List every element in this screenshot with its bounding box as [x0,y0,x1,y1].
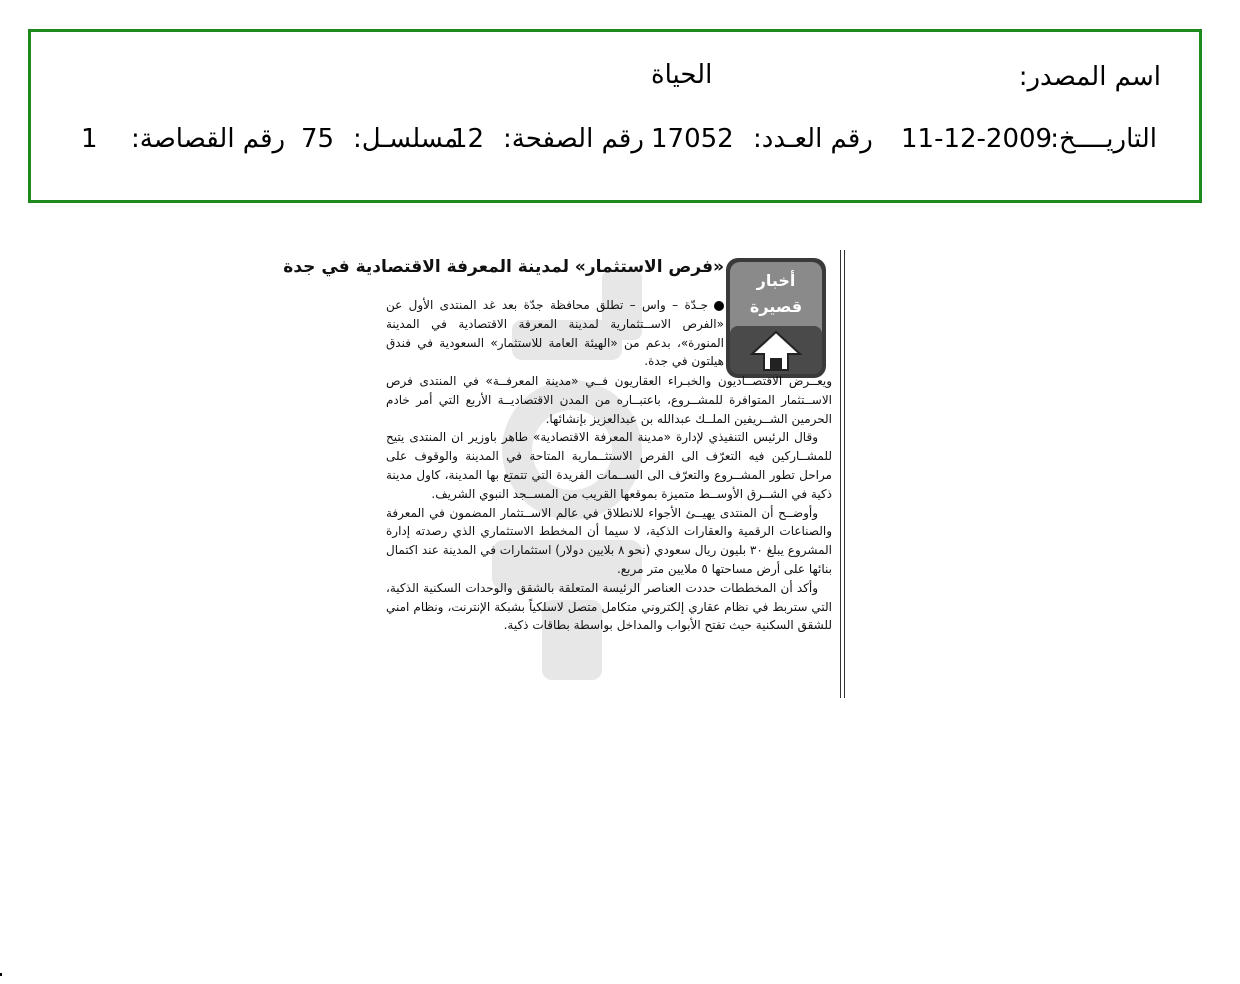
bullet-icon [714,301,724,311]
badge-line1: أخبار [756,271,796,290]
article-body [386,372,832,635]
date-label: التاريــــخ: [1050,124,1157,154]
metadata-box [28,29,1202,203]
date-value: 11-12-2009 [901,124,1053,154]
serial-value: 75 [301,124,335,154]
lead-text: جـدّة – واس – تطلق محافظة جدّة بعد غد المنتدى الأول عن «الفرص الاســتثمارية لمدينة المعرفة الاقتصادية في المدينة المنورة»، بدعم من «الهيئة العامة للاستثمار» السعودية في فندق هيلتون في جدة. [386,298,724,369]
column-rule [840,250,841,698]
issue-label: رقم العـدد: [753,124,873,154]
page-value: 12 [451,124,485,154]
serial-label: مسلسـل: [353,124,458,154]
source-value: الحياة [651,60,713,90]
page-label: رقم الصفحة: [503,124,644,154]
body-paragraph: وأكد أن المخططات حددت العناصر الرئيسة المتعلقة بالشقق والوحدات السكنية الذكية، التي ستربط في نظام عقاري إلكتروني متكامل متصل لاسلكياً بشبكة الإنترنت، ونظام امني للشقق السكنية حيث تفتح الأبواب والمداخل بواسطة بطاقات ذكية. [386,580,832,633]
short-news-badge [724,256,828,380]
badge-line2: قصيرة [749,297,803,316]
news-clipping [283,250,846,698]
badge-graphic [724,256,828,380]
body-paragraph: وأوضــح أن المنتدى يهيــئ الأجواء للانطلاق في عالم الاســتثمار المضمون في المعرفة والصناعات الرقمية والعقارات الذكية، لا سيما أن المخطط الاستثماري الذي رصدته إدارة المشروع يبلغ ٣٠ بليون ريال سعودي (نحو ٨ بلايين دولار) استثمارات في المدينة عند اكتمال بنائها على أرض مساحتها ٥ ملايين متر مربع. [386,505,832,576]
clip-label: رقم القصاصة: [131,124,286,154]
issue-value: 17052 [651,124,734,154]
body-paragraph: وقال الرئيس التنفيذي لإدارة «مدينة المعرفة الاقتصادية» طاهر باوزير ان المنتدى يتيح للمشــاركين فيه التعرّف الى الفرص الاستثــمارية المتاحة في المدينة والوقوف على مراحل تطور المشــروع والتعرّف الى الســمات الفريدة التي تتمتع بها المدينة، كاول مدينة ذكية في الشــرق الأوســط متميزة بموقعها القريب من المســجد النبوي الشريف. [386,430,832,501]
article-lead [386,296,724,371]
scan-mark [0,973,2,976]
source-label: اسم المصدر: [1018,62,1161,92]
clip-value: 1 [81,124,98,154]
body-paragraph: ويعــرض الاقتصــاديون والخبـراء العقاريون فــي «مدينة المعرفــة» في المنتدى فرص الاســتثمار المتوافرة للمشــروع، باعتبــاره من المدن الاقتصاديــة الأربع التي أمر خادم الحرمين الشــريفين الملــك عبدالله بن عبدالعزيز بإنشائها. [386,374,832,426]
column-rule [844,250,845,698]
article-headline: «فرص الاستثمار» لمدينة المعرفة الاقتصادية في جدة [283,257,724,277]
